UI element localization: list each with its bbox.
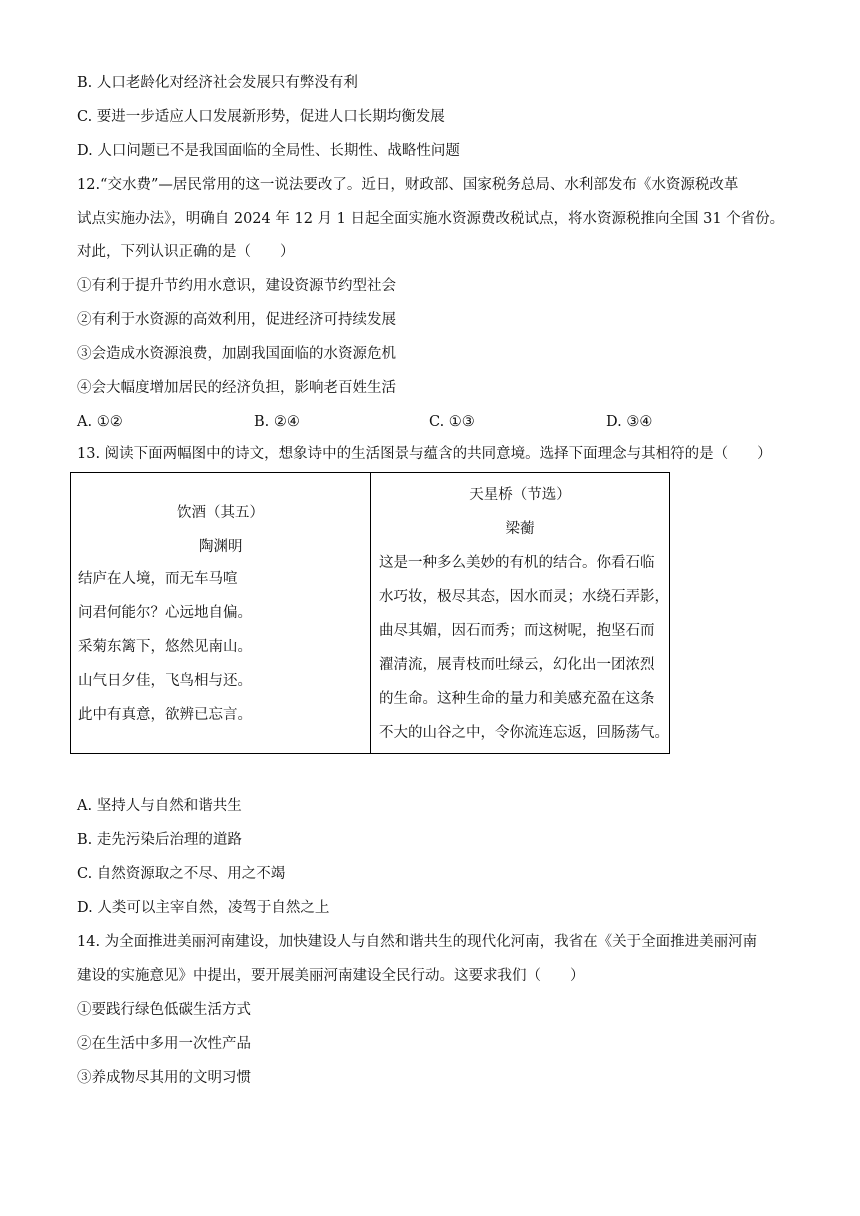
poem-left-line: 山气日夕佳，飞鸟相与还。 [78,673,252,689]
poem-left-cell [71,473,371,754]
poem-table [70,472,670,754]
poem-left-title: 饮酒（其五） [177,505,264,521]
q12-options [77,412,777,432]
q11-option-d: D. 人口问题已不是我国面临的全局性、长期性、战略性问题 [77,143,460,159]
q11-option-b: B. 人口老龄化对经济社会发展只有弊没有利 [77,75,358,91]
poem-left-line: 采菊东篱下，悠然见南山。 [78,639,252,655]
q14-stem-line1: 14. 为全面推进美丽河南建设，加快建设人与自然和谐共生的现代化河南，我省在《关于全面推进美丽河南 [77,934,758,950]
q14-item-2: ②在生活中多用一次性产品 [77,1036,251,1052]
q12-item-1: ①有利于提升节约用水意识，建设资源节约型社会 [77,278,396,294]
q13-stem: 13. 阅读下面两幅图中的诗文，想象诗中的生活图景与蕴含的共同意境。选择下面理念与其相符的是（ ） [77,446,772,462]
poem-left-author: 陶渊明 [199,539,243,555]
poem-right-line: 曲尽其媚，因石而秀；而这树呢，抱坚石而 [379,623,655,639]
poem-right-cell [371,473,670,754]
q11-option-c: C. 要进一步适应人口发展新形势，促进人口长期均衡发展 [77,109,445,125]
poem-right-author: 梁蘅 [505,521,535,537]
poem-right-line: 这是一种多么美妙的有机的结合。你看石临 [379,555,655,571]
q13-option-a: A. 坚持人与自然和谐共生 [77,798,242,814]
q13-option-b: B. 走先污染后治理的道路 [77,832,242,848]
poem-left-line: 结庐在人境，而无车马喧 [78,571,238,587]
q14-item-1: ①要践行绿色低碳生活方式 [77,1002,251,1018]
q12-option-b: B. ②④ [254,414,300,430]
q12-option-c: C. ①③ [429,414,475,430]
q12-item-3: ③会造成水资源浪费，加剧我国面临的水资源危机 [77,346,396,362]
q12-stem-line3: 对此，下列认识正确的是（ ） [77,244,295,260]
q14-item-3: ③养成物尽其用的文明习惯 [77,1070,251,1086]
poem-right-line: 濯清流，展青枝而吐绿云，幻化出一团浓烈 [379,657,655,673]
poem-left-line: 此中有真意，欲辨已忘言。 [78,707,252,723]
q14-stem-line2: 建设的实施意见》中提出，要开展美丽河南建设全民行动。这要求我们（ ） [77,968,585,984]
q12-item-2: ②有利于水资源的高效利用，促进经济可持续发展 [77,312,396,328]
q12-stem-line1: 12.“交水费”—居民常用的这一说法要改了。近日，财政部、国家税务总局、水利部发布《水资源税改革 [77,177,739,193]
q12-option-d: D. ③④ [606,414,653,430]
q13-option-c: C. 自然资源取之不尽、用之不竭 [77,866,286,882]
poem-right-line: 不大的山谷之中，令你流连忘返，回肠荡气。 [379,725,669,741]
poem-right-line: 的生命。这种生命的量力和美感充盈在这条 [379,691,655,707]
q12-stem-line2: 试点实施办法》，明确自 2024 年 12 月 1 日起全面实施水资源费改税试点，将水资源税推向全国 31 个省份。 [77,211,785,227]
q12-option-a: A. ①② [77,414,123,430]
q12-item-4: ④会大幅度增加居民的经济负担，影响老百姓生活 [77,380,396,396]
q13-option-d: D. 人类可以主宰自然，凌驾于自然之上 [77,900,330,916]
poem-right-title: 天星桥（节选） [469,487,571,503]
poem-left-line: 问君何能尔？心远地自偏。 [78,605,252,621]
poem-right-line: 水巧妆，极尽其态，因水而灵；水绕石弄影， [379,589,669,605]
